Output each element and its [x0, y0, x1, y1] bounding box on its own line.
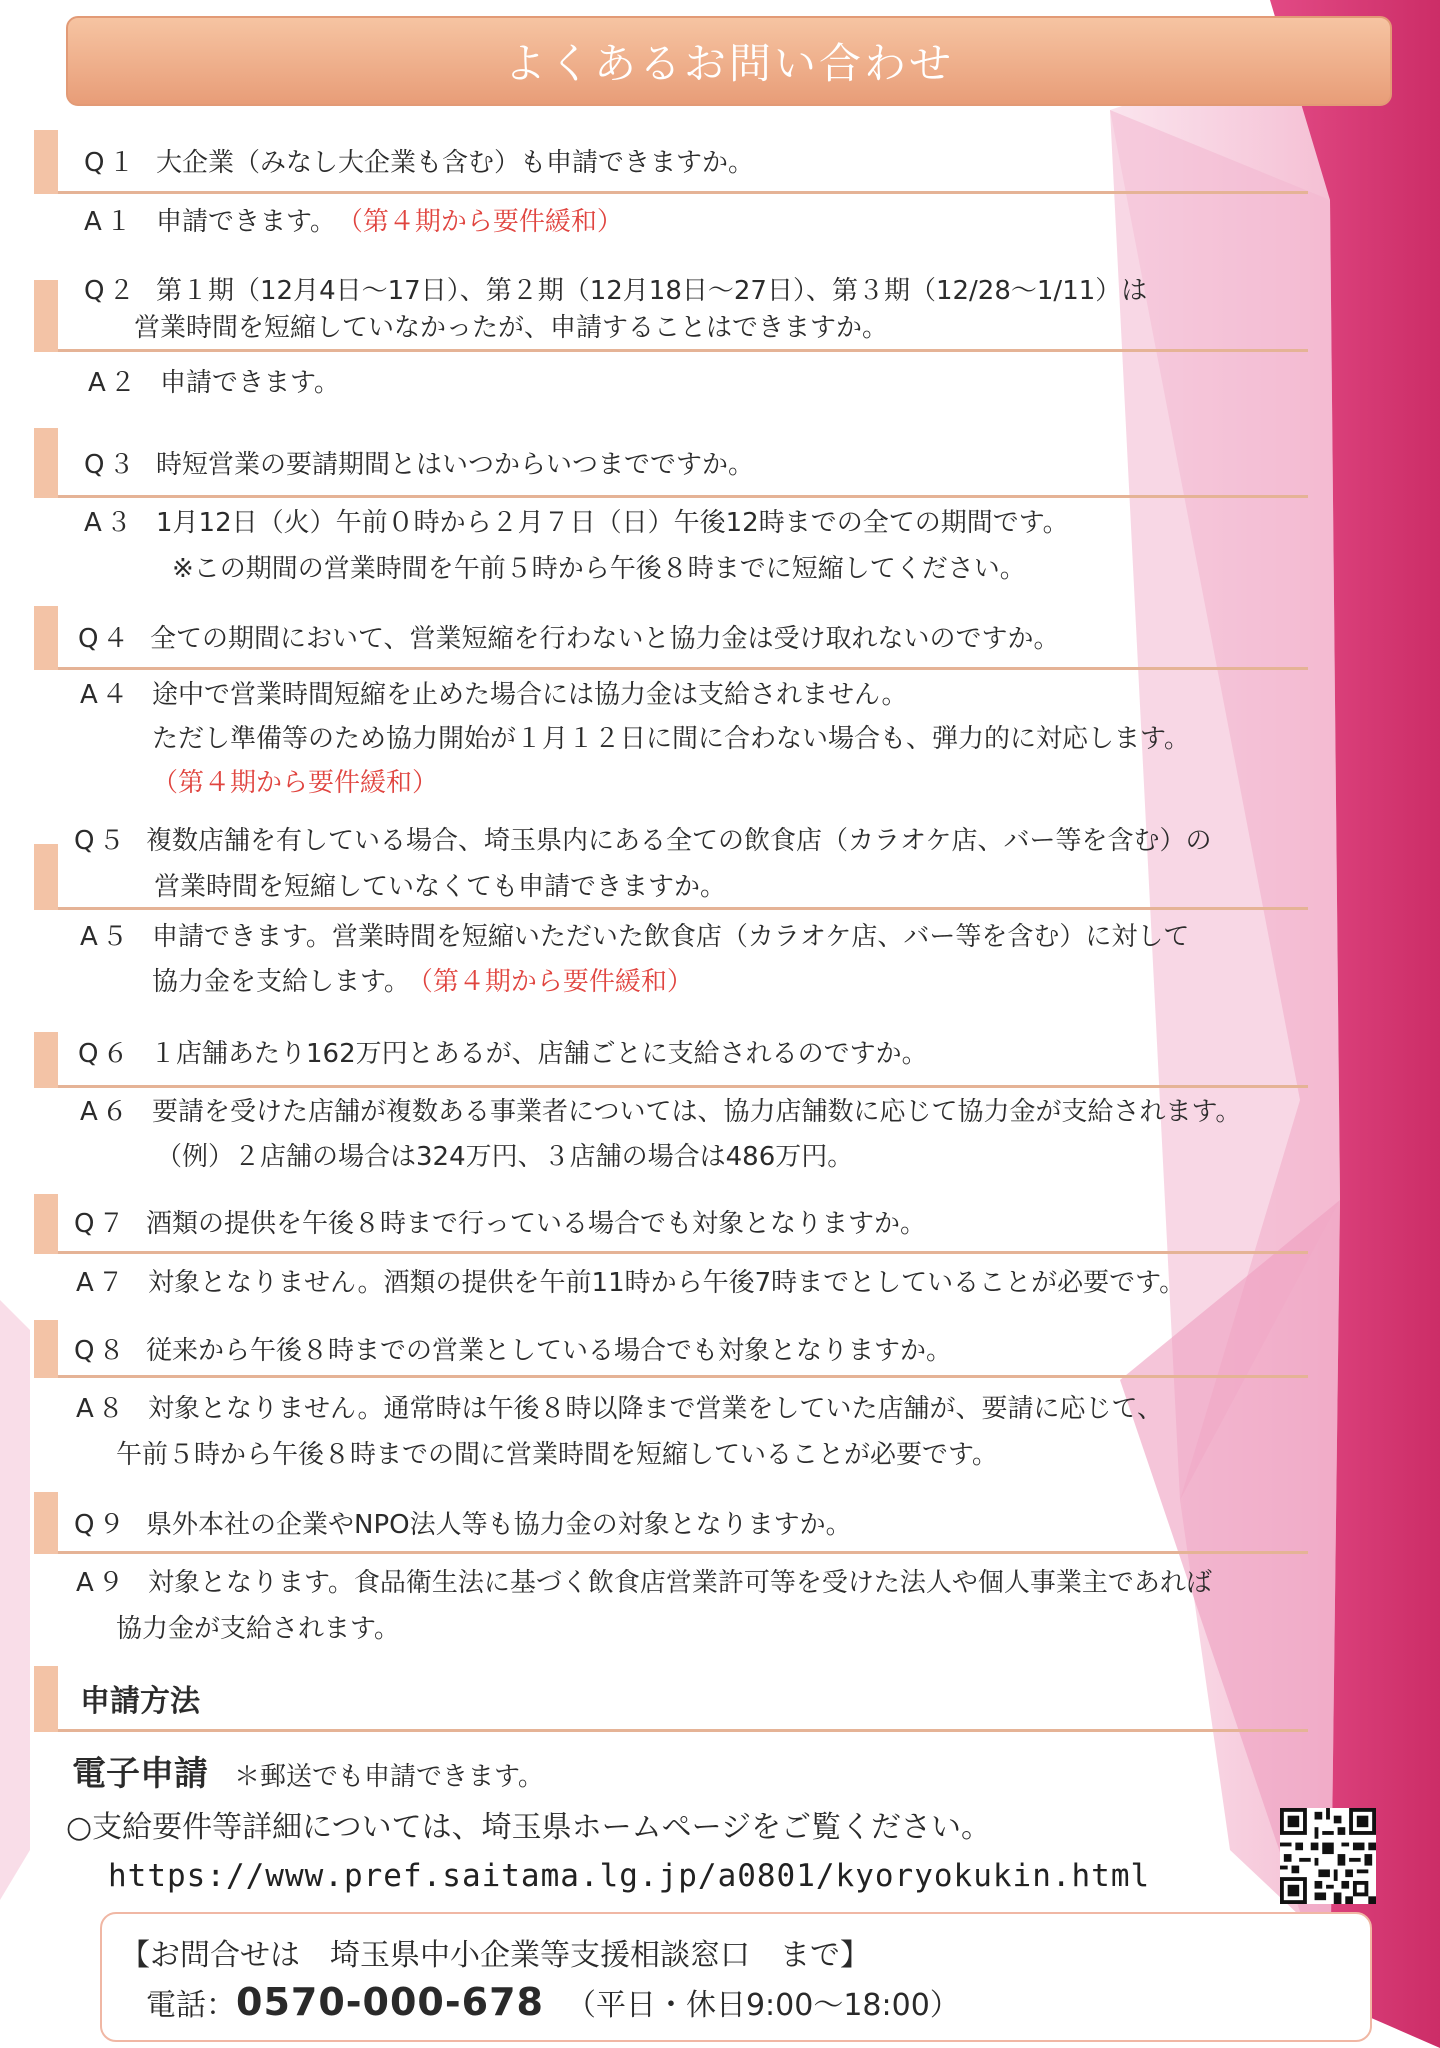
answer-text: A２ 申請できます。: [88, 368, 340, 398]
question-marker: [34, 428, 58, 498]
question-marker: [34, 1492, 58, 1554]
divider: [58, 495, 1308, 498]
answer-text-cont: ただし準備等のため協力開始が１月１２日に間に合わない場合も、弾力的に対応します。: [152, 724, 1190, 754]
contact-phone-line: [146, 1980, 960, 2024]
question-text: Q９ 県外本社の企業やNPO法人等も協力金の対象となりますか。: [74, 1510, 852, 1540]
divider: [58, 907, 1308, 910]
phone-number[interactable]: 0570-000-678: [236, 1980, 544, 2024]
question-text: Q４ 全ての期間において、営業短縮を行わないと協力金は受け取れないのですか。: [78, 624, 1060, 654]
contact-box: [100, 1912, 1372, 2042]
answer-note: ※この期間の営業時間を午前５時から午後８時までに短縮してください。: [172, 554, 1026, 584]
application-method: 電子申請 ＊郵送でも申請できます。: [72, 1754, 544, 1794]
question-marker: [34, 844, 58, 910]
divider: [58, 1375, 1308, 1378]
phone-label: 電話：: [146, 1988, 236, 2023]
question-marker: [34, 130, 58, 194]
divider: [58, 667, 1308, 670]
contact-title: 【お問合せは 埼玉県中小企業等支援相談窓口 まで】: [120, 1938, 870, 1973]
page-title: よくあるお問い合わせ: [503, 39, 954, 88]
divider: [58, 1729, 1308, 1732]
answer-text: A５ 申請できます。営業時間を短縮いただいた飲食店（カラオケ店、バー等を含む）に対して: [80, 922, 1190, 952]
question-marker: [34, 280, 58, 352]
answer-text: A６ 要請を受けた店舗が複数ある事業者については、協力店舗数に応じて協力金が支給されます。: [80, 1097, 1242, 1127]
question-text: Q７ 酒類の提供を午後８時まで行っている場合でも対象となりますか。: [74, 1209, 927, 1239]
business-hours: （平日・休日9:00～18:00）: [565, 1988, 960, 2023]
requirement-note: （第４期から要件緩和）: [419, 967, 693, 997]
answer-text: A１ 申請できます。 （第４期から要件緩和）: [84, 207, 623, 237]
requirement-note: （第４期から要件緩和）: [349, 207, 623, 237]
question-text-cont: 営業時間を短縮していなかったが、申請することはできますか。: [134, 313, 889, 343]
answer-text-cont: 午前５時から午後８時までの間に営業時間を短縮していることが必要です。: [116, 1440, 998, 1470]
qr-code-icon[interactable]: [1280, 1808, 1376, 1904]
answer-text-cont: 協力金が支給されます。: [116, 1614, 400, 1644]
divider: [58, 1085, 1308, 1088]
answer-text: A７ 対象となりません。酒類の提供を午前11時から午後7時までとしていることが必要です。: [76, 1268, 1186, 1298]
application-section-title: 申請方法: [80, 1684, 200, 1719]
question-marker: [34, 1194, 58, 1254]
question-text: Q６ １店舗あたり162万円とあるが、店舗ごとに支給されるのですか。: [78, 1039, 928, 1069]
website-link[interactable]: https://www.pref.saitama.lg.jp/a0801/kyoryokukin.html: [108, 1858, 1151, 1894]
detail-text: ○支給要件等詳細については、埼玉県ホームページをご覧ください。: [66, 1810, 991, 1845]
question-text: Q１ 大企業（みなし大企業も含む）も申請できますか。: [84, 148, 755, 178]
divider: [58, 349, 1308, 352]
question-marker: [34, 606, 58, 670]
answer-text: A３ 1月12日（火）午前０時から２月７日（日）午後12時までの全ての期間です。: [84, 508, 1069, 538]
requirement-note: （第４期から要件緩和）: [152, 768, 439, 798]
question-marker: [34, 1032, 58, 1088]
question-text: Q５ 複数店舗を有している場合、埼玉県内にある全ての飲食店（カラオケ店、バー等を含む）の: [74, 826, 1212, 856]
divider: [58, 1251, 1308, 1254]
answer-text: A８ 対象となりません。通常時は午後８時以降まで営業をしていた店舗が、要請に応じて、: [76, 1394, 1164, 1424]
answer-text: A４ 途中で営業時間短縮を止めた場合には協力金は支給されません。: [80, 680, 908, 710]
section-marker: [34, 1666, 58, 1732]
divider: [58, 1551, 1308, 1554]
answer-text: A９ 対象となります。食品衛生法に基づく飲食店営業許可等を受けた法人や個人事業主であれば: [76, 1568, 1212, 1598]
question-text-cont: 営業時間を短縮していなくても申請できますか。: [154, 872, 727, 902]
question-marker: [34, 1320, 58, 1378]
divider: [58, 191, 1308, 194]
answer-text-cont: 協力金を支給します。 （第４期から要件緩和）: [152, 967, 693, 997]
question-text: Q３ 時短営業の要請期間とはいつからいつまでですか。: [84, 450, 755, 480]
question-text: Q２ 第１期（12月4日～17日）、第２期（12月18日～27日）、第３期（12/28～1/11）は: [84, 276, 1148, 306]
question-text: Q８ 従来から午後８時までの営業としている場合でも対象となりますか。: [74, 1336, 953, 1366]
answer-example: （例）２店舗の場合は324万円、３店舗の場合は486万円。: [156, 1142, 854, 1172]
